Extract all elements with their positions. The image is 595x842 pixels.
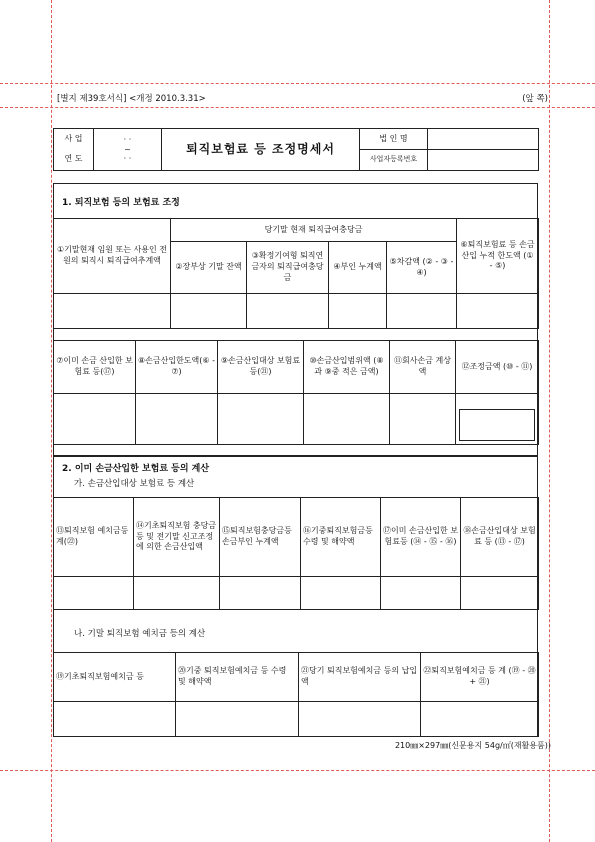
page-side: (앞 쪽)	[522, 94, 548, 104]
business-year-label-2: 연 도	[54, 150, 94, 171]
section-2-table-b	[53, 652, 539, 737]
col-19-header: ⑲기초퇴직보험예치금 등	[54, 653, 176, 702]
col-17-cell[interactable]	[381, 577, 461, 610]
col-18-cell[interactable]	[461, 577, 539, 610]
col-15-cell[interactable]	[220, 577, 301, 610]
col-10-header: ⑩손금산입범위액 (⑧과 ⑨중 적은 금액)	[304, 341, 390, 394]
col-13-cell[interactable]	[54, 577, 134, 610]
margin-guide-left	[51, 0, 52, 842]
col-12-cell[interactable]	[456, 394, 539, 445]
col-7-cell[interactable]	[54, 394, 136, 445]
col-1-cell[interactable]	[54, 294, 171, 329]
col-3-cell[interactable]	[247, 294, 329, 329]
biz-reg-field[interactable]	[428, 150, 539, 171]
col-9-cell[interactable]	[218, 394, 304, 445]
col-9-header: ⑨손금산입대상 보험료 등(㉑)	[218, 341, 304, 394]
subsection-a-title: 가. 손금산입대상 보험료 등 계산	[74, 479, 195, 489]
margin-guide-right	[549, 0, 550, 842]
col-6-cell[interactable]	[457, 294, 539, 329]
col-5-header: ⑤차감액 (② - ③ - ④)	[387, 242, 457, 294]
col-16-cell[interactable]	[301, 577, 381, 610]
margin-guide-top	[0, 83, 595, 84]
col-19-cell[interactable]	[54, 702, 176, 737]
form-number: [별지 제39호서식] <개정 2010.3.31>	[57, 94, 206, 104]
corp-name-label: 법 인 명	[360, 129, 428, 150]
margin-guide-header	[0, 107, 595, 108]
col-1-header: ①기말현재 임원 또는 사용인 전원의 퇴직시 퇴직급여추계액	[54, 219, 171, 294]
col-18-header: ⑱손금산입대상 보험료 등 (⑬ - ⑰)	[461, 498, 539, 577]
section-1	[53, 183, 538, 456]
form-title: 퇴직보험료 등 조정명세서	[162, 129, 360, 171]
current-reserve-group-header: 당기말 현재 퇴직급여충당금	[171, 219, 457, 242]
section-2-table-a	[53, 497, 539, 610]
col-21-cell[interactable]	[299, 702, 421, 737]
col-4-cell[interactable]	[329, 294, 387, 329]
col-5-cell[interactable]	[387, 294, 457, 329]
col-22-header: ㉒퇴직보험예치금 등 계 (⑲ - ⑳ + ㉑)	[421, 653, 539, 702]
col-17-header: ⑰이미 손금산입한 보험료등 (⑭ - ⑮ - ⑯)	[381, 498, 461, 577]
col-7-header: ⑦이미 손금 산입한 보험료 등(⑰)	[54, 341, 136, 394]
business-year-label: 사 업	[54, 129, 94, 150]
section-1-table-a	[53, 218, 539, 329]
col-6-header: ⑥퇴직보험료 등 손금산입 누적 한도액 (① - ⑤)	[457, 219, 539, 294]
col-22-cell[interactable]	[421, 702, 539, 737]
col-20-header: ⑳기중 퇴직보험예치금 등 수령 및 해약액	[176, 653, 299, 702]
col-8-cell[interactable]	[136, 394, 218, 445]
col-4-header: ④부인 누계액	[329, 242, 387, 294]
paper-spec: 210㎜×297㎜(신문용지 54g/㎡(재활용품))	[394, 741, 551, 750]
col-20-cell[interactable]	[176, 702, 299, 737]
subsection-b-title: 나. 기말 퇴직보험 예치금 등의 계산	[74, 629, 206, 639]
title-block	[53, 128, 539, 171]
business-year-value[interactable]: · · ~ · ·	[94, 129, 162, 171]
adjustment-amount-box[interactable]	[459, 409, 535, 441]
col-11-header: ⑪회사손금 계상액	[390, 341, 456, 394]
col-16-header: ⑯기중퇴직보험금등 수령 및 해약액	[301, 498, 381, 577]
corp-name-field[interactable]	[428, 129, 539, 150]
col-8-header: ⑧손금산입한도액(⑥ - ⑦)	[136, 341, 218, 394]
col-3-header: ③확정기여형 퇴직연금자의 퇴직급여충당금	[247, 242, 329, 294]
col-2-cell[interactable]	[171, 294, 247, 329]
margin-guide-bottom	[0, 770, 595, 771]
section-1-table-b	[53, 340, 539, 445]
col-10-cell[interactable]	[304, 394, 390, 445]
col-2-header: ②장부상 기말 잔액	[171, 242, 247, 294]
col-13-header: ⑬퇴직보험 예치금등 계(㉒)	[54, 498, 134, 577]
section-2-title: 2. 이미 손금산입한 보험료 등의 계산	[62, 464, 210, 474]
col-11-cell[interactable]	[390, 394, 456, 445]
section-2	[53, 456, 538, 737]
col-14-header: ⑭기초퇴직보험 충당금등 및 전기말 신고조정에 의한 손금산입액	[134, 498, 220, 577]
col-21-header: ㉑당기 퇴직보험예치금 등의 납입액	[299, 653, 421, 702]
biz-reg-label: 사업자등록번호	[360, 150, 428, 171]
section-1-title: 1. 퇴직보험 등의 보험료 조정	[62, 198, 180, 208]
col-15-header: ⑮퇴직보험충당금등 손금부인 누계액	[220, 498, 301, 577]
col-12-header: ⑫조정금액 (⑩ - ⑪)	[456, 341, 539, 394]
col-14-cell[interactable]	[134, 577, 220, 610]
